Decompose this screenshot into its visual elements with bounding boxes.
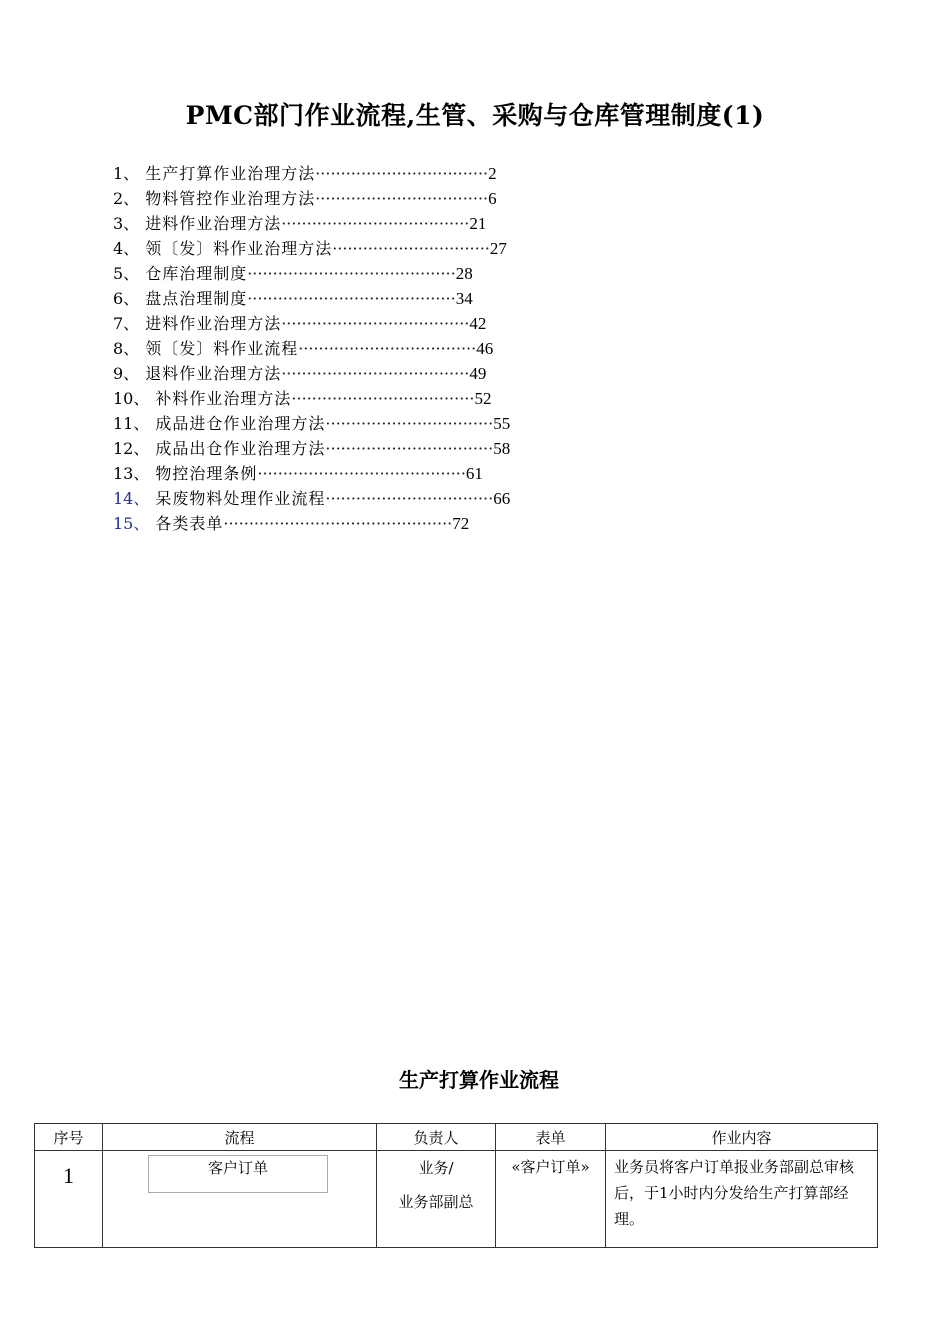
toc-leader: ································· xyxy=(325,439,494,458)
owner-line-2: 业务部副总 xyxy=(398,1193,474,1211)
document-title: PMC部门作业流程,生管、采购与仓库管理制度(1) xyxy=(185,101,765,130)
toc-label: 成品出仓作业治理方法 xyxy=(155,439,326,458)
table-of-contents xyxy=(113,161,510,536)
toc-label: 补料作业治理方法 xyxy=(155,389,292,408)
header-owner: 负责人 xyxy=(377,1124,496,1151)
toc-page: 58 xyxy=(493,439,511,458)
toc-leader: ········································· xyxy=(247,289,456,308)
toc-page: 6 xyxy=(488,189,497,208)
toc-number: 2、 xyxy=(113,189,140,208)
toc-page: 52 xyxy=(474,389,492,408)
toc-leader: ····································· xyxy=(281,314,470,333)
toc-label: 成品进仓作业治理方法 xyxy=(155,414,326,433)
toc-leader: ············································· xyxy=(223,514,453,533)
toc-label: 物控治理条例 xyxy=(155,464,258,483)
toc-leader: ······························· xyxy=(332,239,490,258)
toc-number: 14、 xyxy=(113,489,150,508)
toc-label: 盘点治理制度 xyxy=(145,289,248,308)
toc-number: 1、 xyxy=(113,164,140,183)
toc-item[interactable] xyxy=(113,311,510,336)
toc-item[interactable] xyxy=(113,511,510,536)
toc-page: 34 xyxy=(455,289,473,308)
table-header-row xyxy=(35,1124,878,1151)
toc-page: 72 xyxy=(452,514,470,533)
toc-page: 61 xyxy=(465,464,483,483)
toc-page: 55 xyxy=(493,414,511,433)
toc-number: 13、 xyxy=(113,464,150,483)
toc-item[interactable] xyxy=(113,211,510,236)
toc-page: 66 xyxy=(493,489,511,508)
toc-leader: ····································· xyxy=(281,364,470,383)
section-title: 生产打算作业流程 xyxy=(399,1068,559,1092)
toc-number: 12、 xyxy=(113,439,150,458)
header-seq: 序号 xyxy=(35,1124,103,1151)
toc-leader: ································· xyxy=(325,489,494,508)
toc-leader: ········································· xyxy=(247,264,456,283)
toc-leader: ·································· xyxy=(315,164,489,183)
table-row xyxy=(35,1151,878,1248)
toc-item[interactable] xyxy=(113,286,510,311)
toc-label: 进料作业治理方法 xyxy=(145,214,282,233)
toc-item[interactable] xyxy=(113,161,510,186)
toc-item[interactable] xyxy=(113,261,510,286)
toc-leader: ································· xyxy=(325,414,494,433)
toc-number: 10、 xyxy=(113,389,150,408)
toc-label: 各类表单 xyxy=(155,514,224,533)
toc-number: 5、 xyxy=(113,264,140,283)
toc-item[interactable] xyxy=(113,461,510,486)
toc-page: 46 xyxy=(476,339,494,358)
toc-label: 仓库治理制度 xyxy=(145,264,248,283)
toc-page: 42 xyxy=(469,314,487,333)
header-form: 表单 xyxy=(496,1124,606,1151)
owner-line-1: 业务/ xyxy=(418,1159,454,1177)
toc-number: 4、 xyxy=(113,239,140,258)
toc-number: 7、 xyxy=(113,314,140,333)
header-flow: 流程 xyxy=(103,1124,377,1151)
toc-item[interactable] xyxy=(113,386,510,411)
toc-label: 领〔发〕料作业治理方法 xyxy=(145,239,333,258)
toc-page: 2 xyxy=(488,164,497,183)
toc-item[interactable] xyxy=(113,436,510,461)
row-seq: 1 xyxy=(35,1151,103,1248)
toc-number: 3、 xyxy=(113,214,140,233)
toc-number: 8、 xyxy=(113,339,140,358)
process-table xyxy=(34,1123,878,1248)
toc-item[interactable] xyxy=(113,186,510,211)
toc-leader: ····································· xyxy=(281,214,470,233)
toc-item[interactable] xyxy=(113,486,510,511)
toc-label: 呆废物料处理作业流程 xyxy=(155,489,326,508)
flow-step-box: 客户订单 xyxy=(148,1155,328,1193)
toc-item[interactable] xyxy=(113,361,510,386)
toc-label: 退料作业治理方法 xyxy=(145,364,282,383)
toc-item[interactable] xyxy=(113,411,510,436)
toc-page: 49 xyxy=(469,364,487,383)
header-content: 作业内容 xyxy=(606,1124,878,1151)
toc-leader: ···································· xyxy=(291,389,475,408)
toc-page: 27 xyxy=(489,239,507,258)
toc-number: 11、 xyxy=(113,414,150,433)
toc-label: 生产打算作业治理方法 xyxy=(145,164,316,183)
toc-leader: ········································· xyxy=(257,464,466,483)
row-form: «客户订单» xyxy=(496,1151,606,1248)
toc-page: 28 xyxy=(455,264,473,283)
toc-item[interactable] xyxy=(113,236,510,261)
toc-page: 21 xyxy=(469,214,487,233)
toc-label: 进料作业治理方法 xyxy=(145,314,282,333)
toc-leader: ··································· xyxy=(298,339,477,358)
toc-number: 6、 xyxy=(113,289,140,308)
toc-item[interactable] xyxy=(113,336,510,361)
toc-number: 9、 xyxy=(113,364,140,383)
toc-number: 15、 xyxy=(113,514,150,533)
row-content: 业务员将客户订单报业务部副总审核后，于1小时内分发给生产打算部经理。 xyxy=(606,1151,878,1248)
row-owner xyxy=(377,1151,496,1248)
row-flow xyxy=(103,1151,377,1248)
toc-leader: ·································· xyxy=(315,189,489,208)
toc-label: 领〔发〕料作业流程 xyxy=(145,339,299,358)
toc-label: 物料管控作业治理方法 xyxy=(145,189,316,208)
